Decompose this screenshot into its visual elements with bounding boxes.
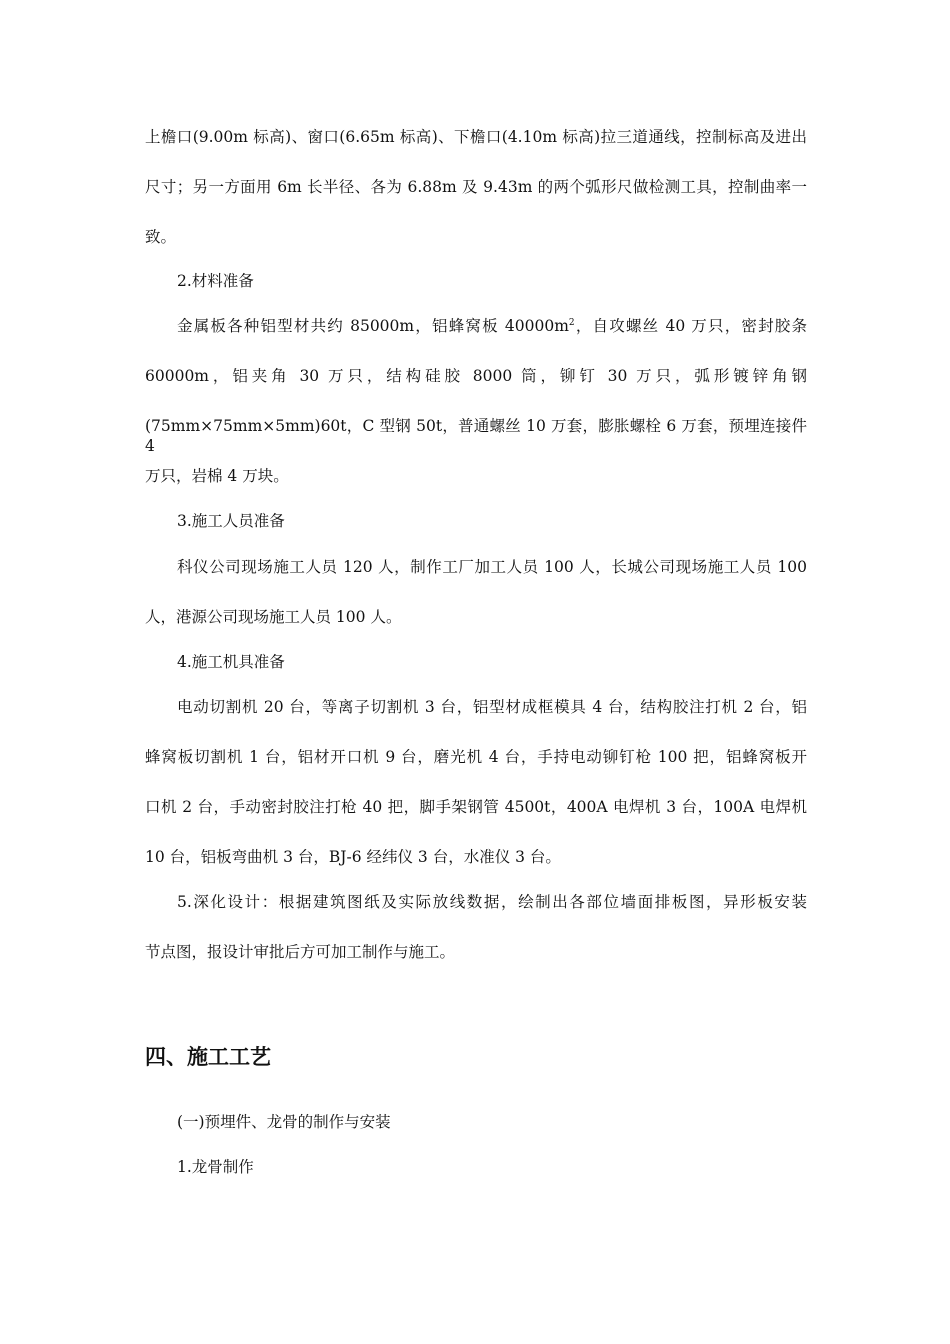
personnel-line-1: 科仪公司现场施工人员 120 人，制作工厂加工人员 100 人，长城公司现场施工人员 100 bbox=[177, 558, 807, 576]
personnel-line-2: 人，港源公司现场施工人员 100 人。 bbox=[145, 608, 402, 626]
chapter-item: 1.龙骨制作 bbox=[177, 1158, 254, 1176]
materials-superscript: 2 bbox=[568, 317, 575, 328]
materials-line-1-text-b: ，自攻螺丝 40 万只，密封胶条 bbox=[574, 317, 807, 335]
machinery-line-3: 口机 2 台，手动密封胶注打枪 40 把，脚手架钢管 4500t，400A 电焊机 3 台，100A 电焊机 bbox=[145, 798, 807, 816]
materials-line-2: 60000m，铝夹角 30 万只，结构硅胶 8000 筒，铆钉 30 万只，弧形镀锌角钢 bbox=[145, 367, 807, 385]
chapter-heading: 四、施工工艺 bbox=[145, 1044, 271, 1069]
intro-line-3: 致。 bbox=[145, 228, 177, 246]
intro-line-2: 尺寸；另一方面用 6m 长半径、各为 6.88m 及 9.43m 的两个弧形尺做检测工具，控制曲率一 bbox=[145, 178, 807, 196]
machinery-title: 4.施工机具准备 bbox=[177, 653, 285, 671]
intro-line-1: 上檐口(9.00m 标高)、窗口(6.65m 标高)、下檐口(4.10m 标高)拉三道通线，控制标高及进出 bbox=[145, 128, 807, 146]
materials-line-1-text-a: 金属板各种铝型材共约 85000m，铝蜂窝板 40000m bbox=[177, 317, 569, 335]
chapter-subheading: (一)预埋件、龙骨的制作与安装 bbox=[177, 1113, 391, 1131]
machinery-line-1: 电动切割机 20 台，等离子切割机 3 台，铝型材成框模具 4 台，结构胶注打机 2 台，铝 bbox=[177, 698, 807, 716]
materials-line-3: (75mm×75mm×5mm)60t，C 型钢 50t，普通螺丝 10 万套，膨胀螺栓 6 万套，预埋连接件 4 bbox=[145, 417, 807, 455]
design-line-2: 节点图，报设计审批后方可加工制作与施工。 bbox=[145, 943, 456, 961]
materials-line-1 bbox=[177, 316, 807, 336]
personnel-title: 3.施工人员准备 bbox=[177, 512, 285, 530]
materials-title: 2.材料准备 bbox=[177, 272, 254, 290]
materials-line-4: 万只，岩棉 4 万块。 bbox=[145, 467, 289, 485]
design-line-1: 5.深化设计：根据建筑图纸及实际放线数据，绘制出各部位墙面排板图，异形板安装 bbox=[177, 893, 807, 911]
machinery-line-4: 10 台，铝板弯曲机 3 台，BJ-6 经纬仪 3 台，水准仪 3 台。 bbox=[145, 848, 561, 866]
machinery-line-2: 蜂窝板切割机 1 台，铝材开口机 9 台，磨光机 4 台，手持电动铆钉枪 100 把，铝蜂窝板开 bbox=[145, 748, 807, 766]
